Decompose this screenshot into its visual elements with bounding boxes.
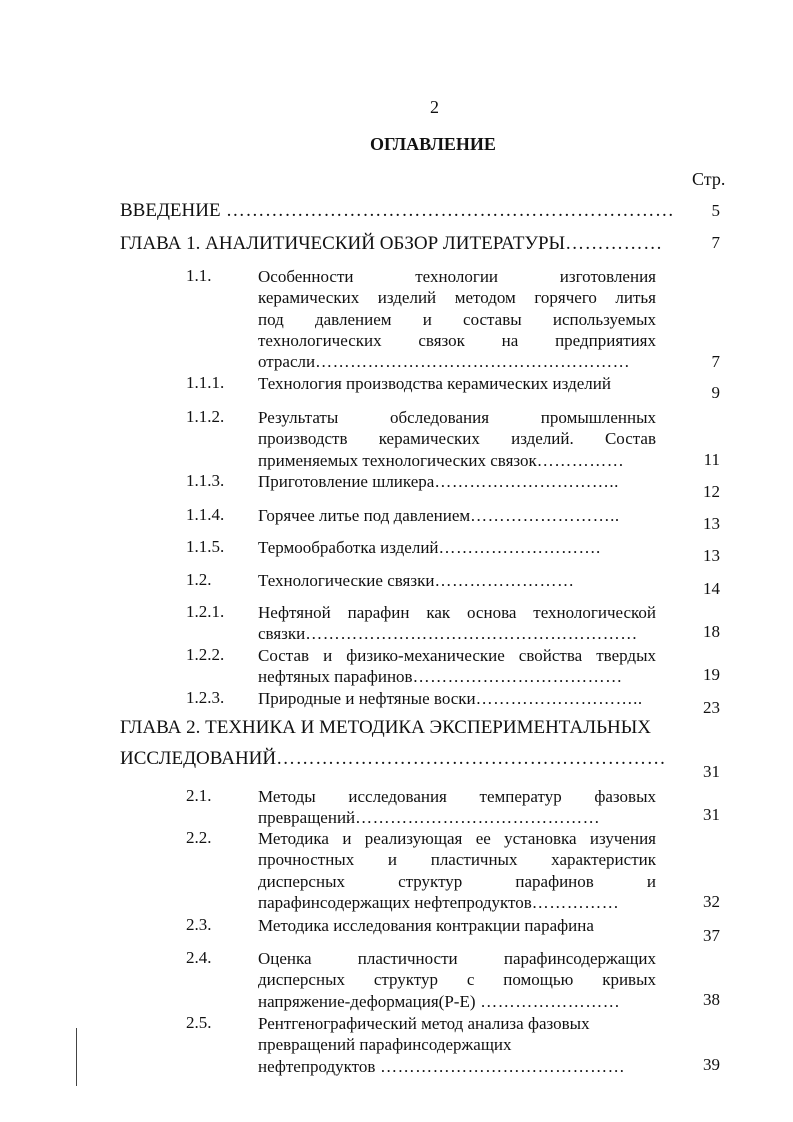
scan-edge-line xyxy=(76,1028,77,1086)
toc-entry-intro[interactable]: ВВЕДЕНИЕ …………………………………………………………… xyxy=(120,200,675,221)
entry-page-number: 14 xyxy=(703,579,720,598)
toc-entry-chapter-1[interactable]: ГЛАВА 1. АНАЛИТИЧЕСКИЙ ОБЗОР ЛИТЕРАТУРЫ…………… xyxy=(120,233,663,254)
entry-number: 1.2.1. xyxy=(186,602,225,621)
entry-page-number: 32 xyxy=(703,892,720,911)
entry-page-number: 18 xyxy=(703,622,720,641)
page-column-label: Стр. xyxy=(692,169,726,189)
page-number: 2 xyxy=(430,97,439,117)
entry-page-number: 31 xyxy=(703,805,720,824)
toc-entry-2-2[interactable]: Методика и реализующая ее установка изучения прочностных и пластичных характеристик дисперсных структур парафинов и парафинсодержащих нефтепродуктов…………… xyxy=(258,829,656,912)
toc-entry-1-1-3[interactable]: Приготовление шликера………………………….. xyxy=(258,472,619,491)
entry-number: 2.2. xyxy=(186,828,212,847)
toc-entry-2-3[interactable]: Методика исследования контракции парафина xyxy=(258,916,594,935)
toc-entry-1-1-4[interactable]: Горячее литье под давлением…………………….. xyxy=(258,506,620,525)
entry-page-number: 11 xyxy=(703,450,720,469)
toc-entry-1-2-2[interactable]: Состав и физико-механические свойства твердых нефтяных парафинов……………………………… xyxy=(258,646,656,687)
entry-number: 2.1. xyxy=(186,786,212,805)
entry-number: 1.2.3. xyxy=(186,688,225,707)
entry-number: 1.1.5. xyxy=(186,537,225,556)
toc-entry-2-1[interactable]: Методы исследования температур фазовых превращений…………………………………… xyxy=(258,787,656,828)
toc-entry-chapter-2[interactable]: ГЛАВА 2. ТЕХНИКА И МЕТОДИКА ЭКСПЕРИМЕНТАЛЬНЫХ ИССЛЕДОВАНИЙ…………………………………………………… xyxy=(120,717,667,769)
toc-entry-1-1-1[interactable]: Технология производства керамических изделий xyxy=(258,374,611,393)
entry-number: 1.1.4. xyxy=(186,505,225,524)
entry-page-number: 7 xyxy=(711,233,720,252)
entry-page-number: 31 xyxy=(703,762,720,781)
entry-page-number: 9 xyxy=(711,383,720,402)
toc-entry-1-1[interactable]: Особенности технологии изготовления керамических изделий методом горячего литья под давлением и составы используемых технологических связок на предприятиях отрасли……………………………………………… xyxy=(258,267,656,372)
entry-number: 2.5. xyxy=(186,1013,212,1032)
entry-number: 1.1. xyxy=(186,266,212,285)
toc-entry-1-2[interactable]: Технологические связки…………………… xyxy=(258,571,575,590)
entry-page-number: 13 xyxy=(703,546,720,565)
toc-entry-1-1-2[interactable]: Результаты обследования промышленных производств керамических изделий. Состав применяемых технологических связок…………… xyxy=(258,408,656,470)
entry-label: ГЛАВА 1. АНАЛИТИЧЕСКИЙ ОБЗОР ЛИТЕРАТУРЫ xyxy=(120,233,566,254)
toc-entry-1-2-1[interactable]: Нефтяной парафин как основа технологической связки………………………………………………… xyxy=(258,603,656,644)
entry-label: ВВЕДЕНИЕ xyxy=(120,200,221,221)
entry-page-number: 13 xyxy=(703,514,720,533)
entry-number: 1.1.1. xyxy=(186,373,225,392)
entry-number: 1.2.2. xyxy=(186,645,225,664)
entry-page-number: 38 xyxy=(703,990,720,1009)
entry-number: 1.1.3. xyxy=(186,471,225,490)
toc-entry-1-1-5[interactable]: Термообработка изделий………………………. xyxy=(258,538,601,557)
toc-title: ОГЛАВЛЕНИЕ xyxy=(370,134,496,154)
toc-entry-2-5[interactable]: Рентгенографический метод анализа фазовых превращений парафинсодержащих нефтепродуктов …………………………………… xyxy=(258,1014,626,1076)
entry-number: 1.2. xyxy=(186,570,212,589)
entry-page-number: 19 xyxy=(703,665,720,684)
toc-entry-1-2-3[interactable]: Природные и нефтяные воски……………………….. xyxy=(258,689,643,708)
entry-number: 2.3. xyxy=(186,915,212,934)
entry-page-number: 37 xyxy=(703,926,720,945)
entry-page-number: 5 xyxy=(711,201,720,220)
entry-number: 1.1.2. xyxy=(186,407,225,426)
entry-page-number: 12 xyxy=(703,482,720,501)
entry-page-number: 23 xyxy=(703,698,720,717)
entry-page-number: 39 xyxy=(703,1055,720,1074)
entry-page-number: 7 xyxy=(711,352,720,371)
entry-number: 2.4. xyxy=(186,948,212,967)
toc-entry-2-4[interactable]: Оценка пластичности парафинсодержащих дисперсных структур с помощью кривых напряжение-деформация(P-E) …………………… xyxy=(258,949,656,1011)
